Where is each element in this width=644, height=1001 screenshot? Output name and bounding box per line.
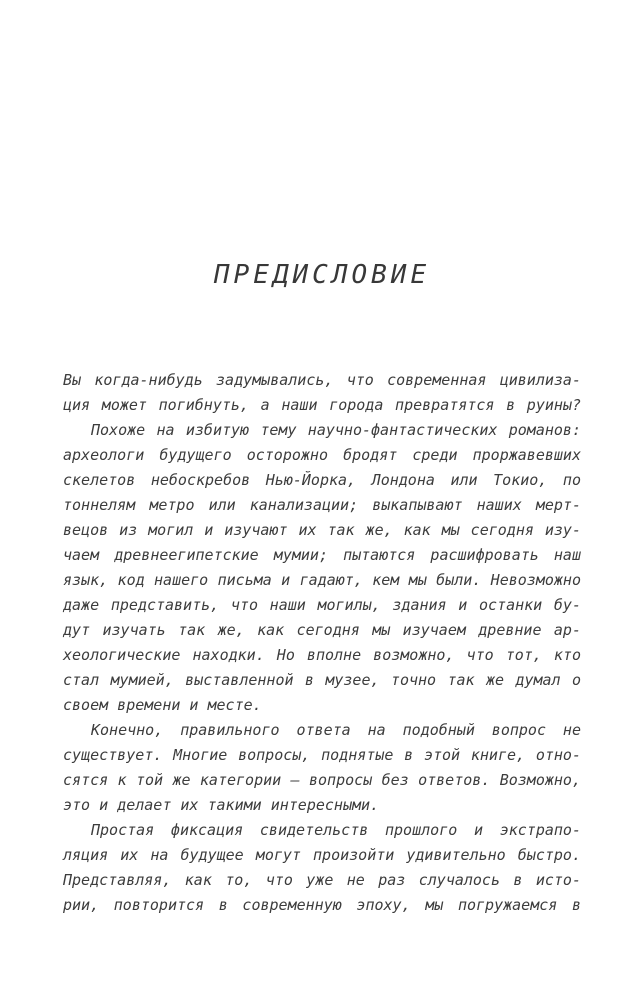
chapter-title: ПРЕДИСЛОВИЕ <box>213 260 431 290</box>
text-line: скелетов небоскребов Нью-Йорка, Лондона или Токио, по <box>63 471 581 489</box>
text-line: дут изучать так же, как сегодня мы изучаем древние ар- <box>63 621 581 639</box>
text-line: чаем древнеегипетские мумии; пытаются расшифровать наш <box>63 546 581 564</box>
text-line: Вы когда-нибудь задумывались, что современная цивилиза- <box>63 371 581 389</box>
text-line: сятся к той же категории — вопросы без ответов. Возможно, <box>63 771 581 789</box>
text-line: тоннелям метро или канализации; выкапывают наших мерт- <box>63 496 581 514</box>
text-line: Конечно, правильного ответа на подобный вопрос не <box>91 721 581 739</box>
text-line: даже представить, что наши могилы, здания и останки бу- <box>63 596 581 614</box>
text-line: ляция их на будущее могут произойти удивительно быстро. <box>63 846 581 864</box>
body-text <box>63 368 581 918</box>
text-line: язык, код нашего письма и гадают, кем мы были. Невозможно <box>63 571 581 589</box>
text-line: хеологические находки. Но вполне возможно, что тот, кто <box>63 646 581 664</box>
text-line: вецов из могил и изучают их так же, как мы сегодня изу- <box>63 521 581 539</box>
text-line: стал мумией, выставленной в музее, точно так же думал о <box>63 671 581 689</box>
text-line: Простая фиксация свидетельств прошлого и экстрапо- <box>91 821 581 839</box>
text-line: Представляя, как то, что уже не раз случалось в исто- <box>63 871 581 889</box>
text-line: Похоже на избитую тему научно-фантастических романов: <box>91 421 581 439</box>
text-line: своем времени и месте. <box>63 696 262 714</box>
text-line: рии, повторится в современную эпоху, мы погружаемся в <box>63 896 581 914</box>
text-line: это и делает их такими интересными. <box>63 796 380 814</box>
text-line: археологи будущего осторожно бродят среди проржавевших <box>63 446 581 464</box>
text-line: ция может погибнуть, а наши города превратятся в руины? <box>63 396 581 414</box>
text-line: существует. Многие вопросы, поднятые в этой книге, отно- <box>63 746 581 764</box>
